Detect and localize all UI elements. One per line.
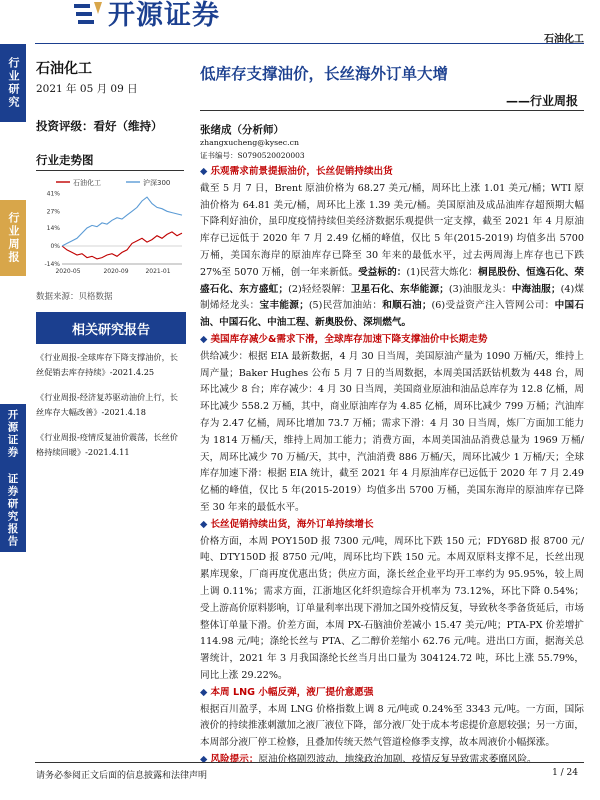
- series-line-csi300: [62, 197, 182, 246]
- analyst-name: 张绪成（分析师）: [200, 124, 284, 136]
- y-tick-label: 41%: [46, 190, 60, 198]
- industry-trend-chart: [36, 176, 186, 282]
- industry-name: 石油化工: [36, 61, 92, 77]
- report-date: 2021 年 05 月 09 日: [36, 83, 138, 95]
- paragraph-text: (4)煤制烯烃龙头：: [200, 283, 584, 312]
- broker-logo: [72, 0, 242, 34]
- section-4: [200, 685, 584, 752]
- section-heading: 风险提示：: [210, 753, 259, 765]
- data-source: 数据来源：贝格数据: [36, 292, 113, 302]
- page-number: 1 / 24: [552, 768, 578, 778]
- paragraph-text: 原油价格剧烈波动、地缘政治加剧、疫情反复导致需求萎靡风险。: [258, 753, 537, 765]
- section-heading: 美国库存减少&需求下滑，全球库存加速下降支撑油价中长期走势: [210, 333, 488, 345]
- logo-mark-icon: [72, 0, 104, 32]
- report-title: 低库存支撑油价，长丝海外订单大增: [200, 65, 449, 83]
- analyst-email[interactable]: zhangxucheng@kysec.cn: [200, 138, 299, 147]
- side-tab-securities-report: 开源证券 证券研究报告: [0, 404, 26, 552]
- related-reports-heading: 相关研究报告: [36, 312, 186, 344]
- footer-disclaimer: 请务必参阅正文后面的信息披露和法律声明: [36, 771, 208, 781]
- paragraph-text: (1)民营大炼化：: [406, 266, 478, 278]
- beneficiary-names: 中海油服；: [511, 283, 561, 295]
- paragraph-text: 截至 5 月 7 日，Brent 原油价格为 68.27 美元/桶，周环比上涨 1.01 美元/桶；WTI 原油价格为 64.81 美元/桶，周环比上涨 1.39 美元/桶。美国原油及成品油库存超预期大幅下降利好油价，虽印度疫情持续但美经济数据乐观提供一定支撑，截至 2021 年 4 月原油库存已远低于 2020 年 7 月 2.49 亿桶的峰值，仅比 5 年(2015-2019) 均值多出 5700 万桶，美国东海岸的原油库存已降至 30 年来的最低水平，过去两周海上库存也已下跌 27%至 5070 万桶，创一年来新低。: [200, 182, 584, 278]
- paragraph-text: 供给减少：根据 EIA 最新数据，4 月 30 日当周，美国原油产量为 1090 万桶/天，维持上周产量；Baker Hughes 公布 5 月 7 日的当周数据，本周美国活跃钻机数为 448 台，周环比减少 8 台；库存减少：4 月 30 日当周，美国商业原油和油品总库存为 12.8 亿桶，周环比减少 558.2 万桶，其中，商业原油库存为 4.85 亿桶，周环比减少 799 万桶；汽油库存为 2.47 亿桶，周环比增加 73.7 万桶；需求下滑：4 月 30 日当周，炼厂方面加工能力为 1814 万桶/天，维持上周加工能力；消费方面，本周美国油品消费总量为 1969 万桶/天，周环比减少 70 万桶/天，其中，汽油消费 886 万桶/天，周环比减少 1 万桶/天；全球库存加速下滑：根据 EIA 统计，截至 2021 年 4 月原油库存已远低于 2020 年 7 月 2.49 亿桶的峰值，仅比 5 年(2015-2019）均值多出 5700 万桶，美国东海岸的原油库存已降至 30 年来的最低水平。: [200, 350, 584, 513]
- x-tick-label: 2020-09: [103, 268, 129, 275]
- header-industry-tag: 石油化工: [544, 34, 584, 45]
- y-tick-label: 0%: [50, 243, 60, 250]
- beneficiary-names: 宝丰能源；: [259, 300, 309, 312]
- related-report-item[interactable]: 《行业周报-疫情反复油价震荡，长丝价格持续回暖》-2021.4.11: [36, 432, 178, 457]
- paragraph-text: (3)油服龙头：: [448, 283, 512, 295]
- section-heading: 本周 LNG 小幅反弹，液厂提价意愿强: [210, 686, 374, 698]
- paragraph-text: (2)轻烃裂解：: [288, 283, 351, 295]
- beneficiary-label: 受益标的：: [358, 266, 407, 278]
- title-rule: [200, 110, 584, 111]
- diamond-bullet-icon: ◆: [200, 686, 208, 698]
- related-report-item[interactable]: 《行业周报-全球库存下降支撑油价，长丝促销去库存持续》-2021.4.25: [36, 352, 178, 377]
- report-type: ——行业周报: [505, 94, 578, 108]
- paragraph-text: 根据百川盈孚，本周 LNG 价格指数上调 8 元/吨或 0.24%至 3343 元/吨。一方面，国际液价的持续推涨刺激加之液厂液位下降，部分液厂处于成本考虑提价意愿较强；另一方面，本周部分液厂停工检修，且叠加传统天然气管道检修季支撑，故本周液价小幅探涨。: [200, 703, 584, 749]
- section-5: [200, 752, 584, 769]
- related-report-item[interactable]: 《行业周报-经济复苏驱动油价上行，长丝库存大幅改善》-2021.4.18: [36, 392, 178, 417]
- paragraph-text: (6)受益资产注入管网公司：: [431, 300, 555, 312]
- section-heading: 长丝促销持续出货，海外订单持续增长: [210, 518, 374, 530]
- legend-label: 沪深300: [143, 179, 171, 187]
- header-rule: [35, 43, 584, 44]
- report-body: [200, 164, 584, 769]
- side-tab-research: 行业研究: [0, 44, 26, 122]
- logo-text: 开源证券: [108, 0, 220, 31]
- beneficiary-names: 中国石油、中国石化、中油工程、新奥股份、深圳燃气。: [200, 300, 585, 329]
- x-tick-label: 2021-01: [145, 268, 171, 275]
- side-tab-weekly: 行业周报: [0, 200, 26, 276]
- trend-chart-title: 行业走势图: [36, 153, 94, 167]
- section-1: [200, 164, 584, 332]
- paragraph-text: (5)民营加油站：: [308, 300, 383, 312]
- diamond-bullet-icon: ◆: [200, 518, 208, 530]
- analyst-cert: 证书编号：S0790520020003: [200, 151, 305, 160]
- footer-rule: [35, 762, 584, 763]
- section-2: [200, 332, 584, 517]
- diamond-bullet-icon: ◆: [200, 333, 208, 345]
- related-reports-list: [36, 350, 186, 470]
- beneficiary-names: 桐昆股份、恒逸石化、荣盛石化、东方盛虹；: [200, 266, 585, 295]
- beneficiary-names: 卫星石化、东华能源；: [350, 283, 449, 295]
- trend-title-rule: [36, 170, 184, 171]
- section-heading: 乐观需求前景提振油价，长丝促销持续出货: [210, 166, 393, 177]
- y-tick-label: 27%: [46, 208, 60, 216]
- y-tick-label: -14%: [44, 261, 60, 268]
- investment-rating: 投资评级：看好（维持）: [36, 119, 163, 133]
- y-tick-label: 14%: [46, 225, 60, 232]
- legend-label: 石油化工: [73, 179, 101, 187]
- x-tick-label: 2020-05: [55, 268, 81, 275]
- beneficiary-names: 和顺石油；: [382, 300, 432, 312]
- diamond-bullet-icon: ◆: [200, 753, 208, 765]
- diamond-bullet-icon: ◆: [200, 166, 208, 177]
- paragraph-text: 价格方面，本周 POY150D 报 7300 元/吨，周环比下跌 150 元；FDY68D 报 8700 元/吨、DTY150D 报 8750 元/吨，周环比均下跌 150 元。本周双原料支撑不足，长丝出现累库现象，厂商再度优惠出货；供应方面，涤长丝企业平均开工率约为 95.95%，较上周上调 0.11%；需求方面，江浙地区化纤织造综合开机率为 73.12%，环比下降 0.54%；受上游高价原料影响，订单量利率出现下滑加之国外疫情反复，导致秋冬季备货延后，市场整体订单量下滑。价差方面，本周 PX-石脑油价差减小 15.47 美元/吨；PTA-PX 价差增扩 114.98 元/吨；涤纶长丝与 PTA、乙二醇价差缩小 62.76 元/吨。进出口方面，据海关总署统计，2021 年 3 月我国涤纶长丝当月出口量为 304124.72 吨，环比上涨 55.79%，同比上涨 29.22%。: [200, 535, 584, 681]
- section-3: [200, 517, 584, 685]
